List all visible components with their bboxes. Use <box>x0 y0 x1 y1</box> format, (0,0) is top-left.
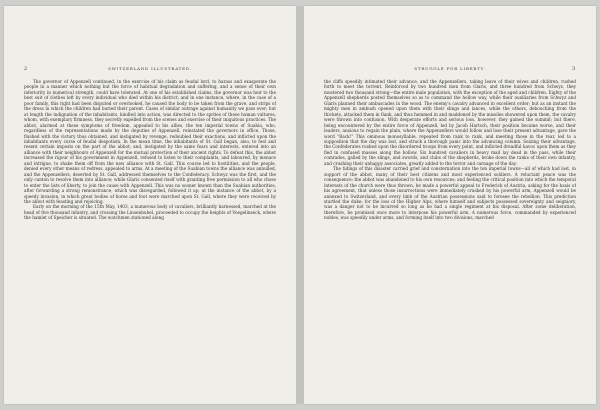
page-number: 2 <box>24 66 28 72</box>
paragraph: the cliffs speedily intimated their advance, and the Appenzellers, taking leave of their wives and children, rushed forth to meet the torrent. Reinforced by two hundred men from Glaris, and three hundred from Schwyz, they mustered two thousand strong—the entire male population, with the exception of the aged and children. Eighty of the Appenzell shepherds posted themselves so as to command the hollow way, while their auxiliaries from Schwyz and Glaris planned their ambuscades in the wood. The enemy's cavalry advanced in excellent order; but as an instant the mighty men in ambush opened upon them with their slings and lances, while the others, debouching from the thickets, attacked them in flank, and thus hemmed in and maddened by the missiles showered upon them, the cavalry were thrown into confusion. With desperate efforts and serious loss, however, they gained the summit; but there, being encountered by the entire force of Appenzell, led by Jacob Hartsch, their position became worse, and their leaders, anxious to regain the plain, where the Appenzellers would follow and lose their present advantage, gave the word "Back!" This ominous monosyllable, repeated from rank to rank, and meeting those in the rear, led to a supposition that the day was lost, and struck a thorough panic into the advancing column. Seizing their advantage, the Confederates rushed upon the disordered troops from every point, and inflicted dreadful havoc upon them as they fled in confused masses along the hollow. Six hundred cavaliers in heavy mail lay dead in the pass, while their comrades, galled by the slings, and swords, and clubs of the shepherds, broke down the ranks of their own infantry, and crushing their unhappy associates, greatly added to the terror and carnage of the day. <box>324 79 576 166</box>
left-page <box>4 6 296 404</box>
paragraph: The tidings of this disaster carried grief and consternation into the ten imperial towns—all of which had lost, in support of the abbot, many of their best citizens and most experienced soldiers. A reluctant peace was the consequence: the abbot was abandoned to his own resources; and feeling the critical position into which the temporal interests of the church were thus thrown, he made a powerful appeal to Frederick of Austria, asking for the basis of his agreement, that unless those insurrections were immediately crushed by his powerful arm, Appenzell would be annexed to Switzerland, and every limb of the Austrian possessions said to foresee the rebellion. This prediction startled the duke; for the loss of the Higher Alps, where himself and subjects possessed sovereignty and seigniory, was a danger not to be incurred so long as he had a single regiment at his disposal. After some deliberation, therefore, he promised once more to interpose his powerful arm. A numerous force, commanded by experienced nobles, was speedily under arms, and forming itself into two divisions, marched <box>324 166 576 221</box>
book-gutter <box>297 6 303 404</box>
running-head-title: STRUGGLE FOR LIBERTY. <box>414 66 486 71</box>
paragraph: The governor of Appenzell continued, in the exercise of his claim as feudal lord, to harass and exasperate the people in a manner which nothing but the force of habitual degradation and suffering, and a sense of their own inferiority in numerical strength, could have tolerated. At one of his established claims, the governor was heir to the best suit of clothes left by every individual who died within his district; and in one instance, where, in the case of a poor family, this right had been disputed or overlooked, he caused the body to be taken from the grave, and strips of the dress in which the children had buried their parent. Cases of similar outrage against humanity we pass over; but at length the indignation of the inhabitants, kindled into action, was directed to the sprites of these human vultures, whom, with exemplary firmness, they secretly expelled from the scenes and exercise of their iniquitous practices. The abbot, alarmed at these symptoms of freedom, appealed to his allies, the ten imperial towns of Suabia, who, regardless of the representations made by the deputies of Appenzell, reinstated the governors in office. Those, flushed with the victory thus obtained, and instigated by revenge, redoubled their exactions, and inflicted upon the inhabitants every curse of feudal despotism. In the mean time, the inhabitants of St. Gall began, also, to feel and resent certain imposts on the part of the abbot; and, instigated by the same fears and interests, entered into an alliance with their neighbours of Appenzell for the mutual protection of their ancient rights. To defeat this, the abbot increased the rigour of his government in Appenzell, refused to listen to their complaints, and laboured, by menace and intrigue, to shake them off from the new alliance with St. Gall. This course led to hostilities, and the people, denied every other means of redress, appealed to arms. At a meeting of the Suabian towns the alliance was annulled, and the Appenzellers, deserted by St. Gall, addressed themselves to the Confederacy. Schwyz was the first, and the only canton to resolve them into alliance; while Glaris consented itself with granting free permission to all who chose to enter the lists of liberty, to join the cause with Appenzell. This was no sooner known than the Suabian authorities, after forwarding a strong remonstrance, which was disregarded, followed it up, at the instance of the abbot, by a speedy invasion, in which great bodies of horse and foot were marched upon St. Gall, where they were received by the abbot with feasting and rejoicing. <box>24 79 276 204</box>
body-text <box>324 79 576 398</box>
running-header <box>24 66 276 74</box>
paragraph: Early on the morning of the 15th May, 1403, a numerous body of cavaliers, brilliantly harnessed, marched at the head of five thousand infantry, and crossing the Linsenbuhel, proceeded to occupy the heights of Voegelinseck, where the hamlet of Speicher is situated. The watchmen stationed along <box>24 204 276 221</box>
running-header <box>324 66 576 74</box>
page-number: 3 <box>572 66 576 72</box>
body-text <box>24 79 276 398</box>
running-head-title: SWITZERLAND ILLUSTRATED. <box>108 66 192 71</box>
right-page <box>304 6 596 404</box>
